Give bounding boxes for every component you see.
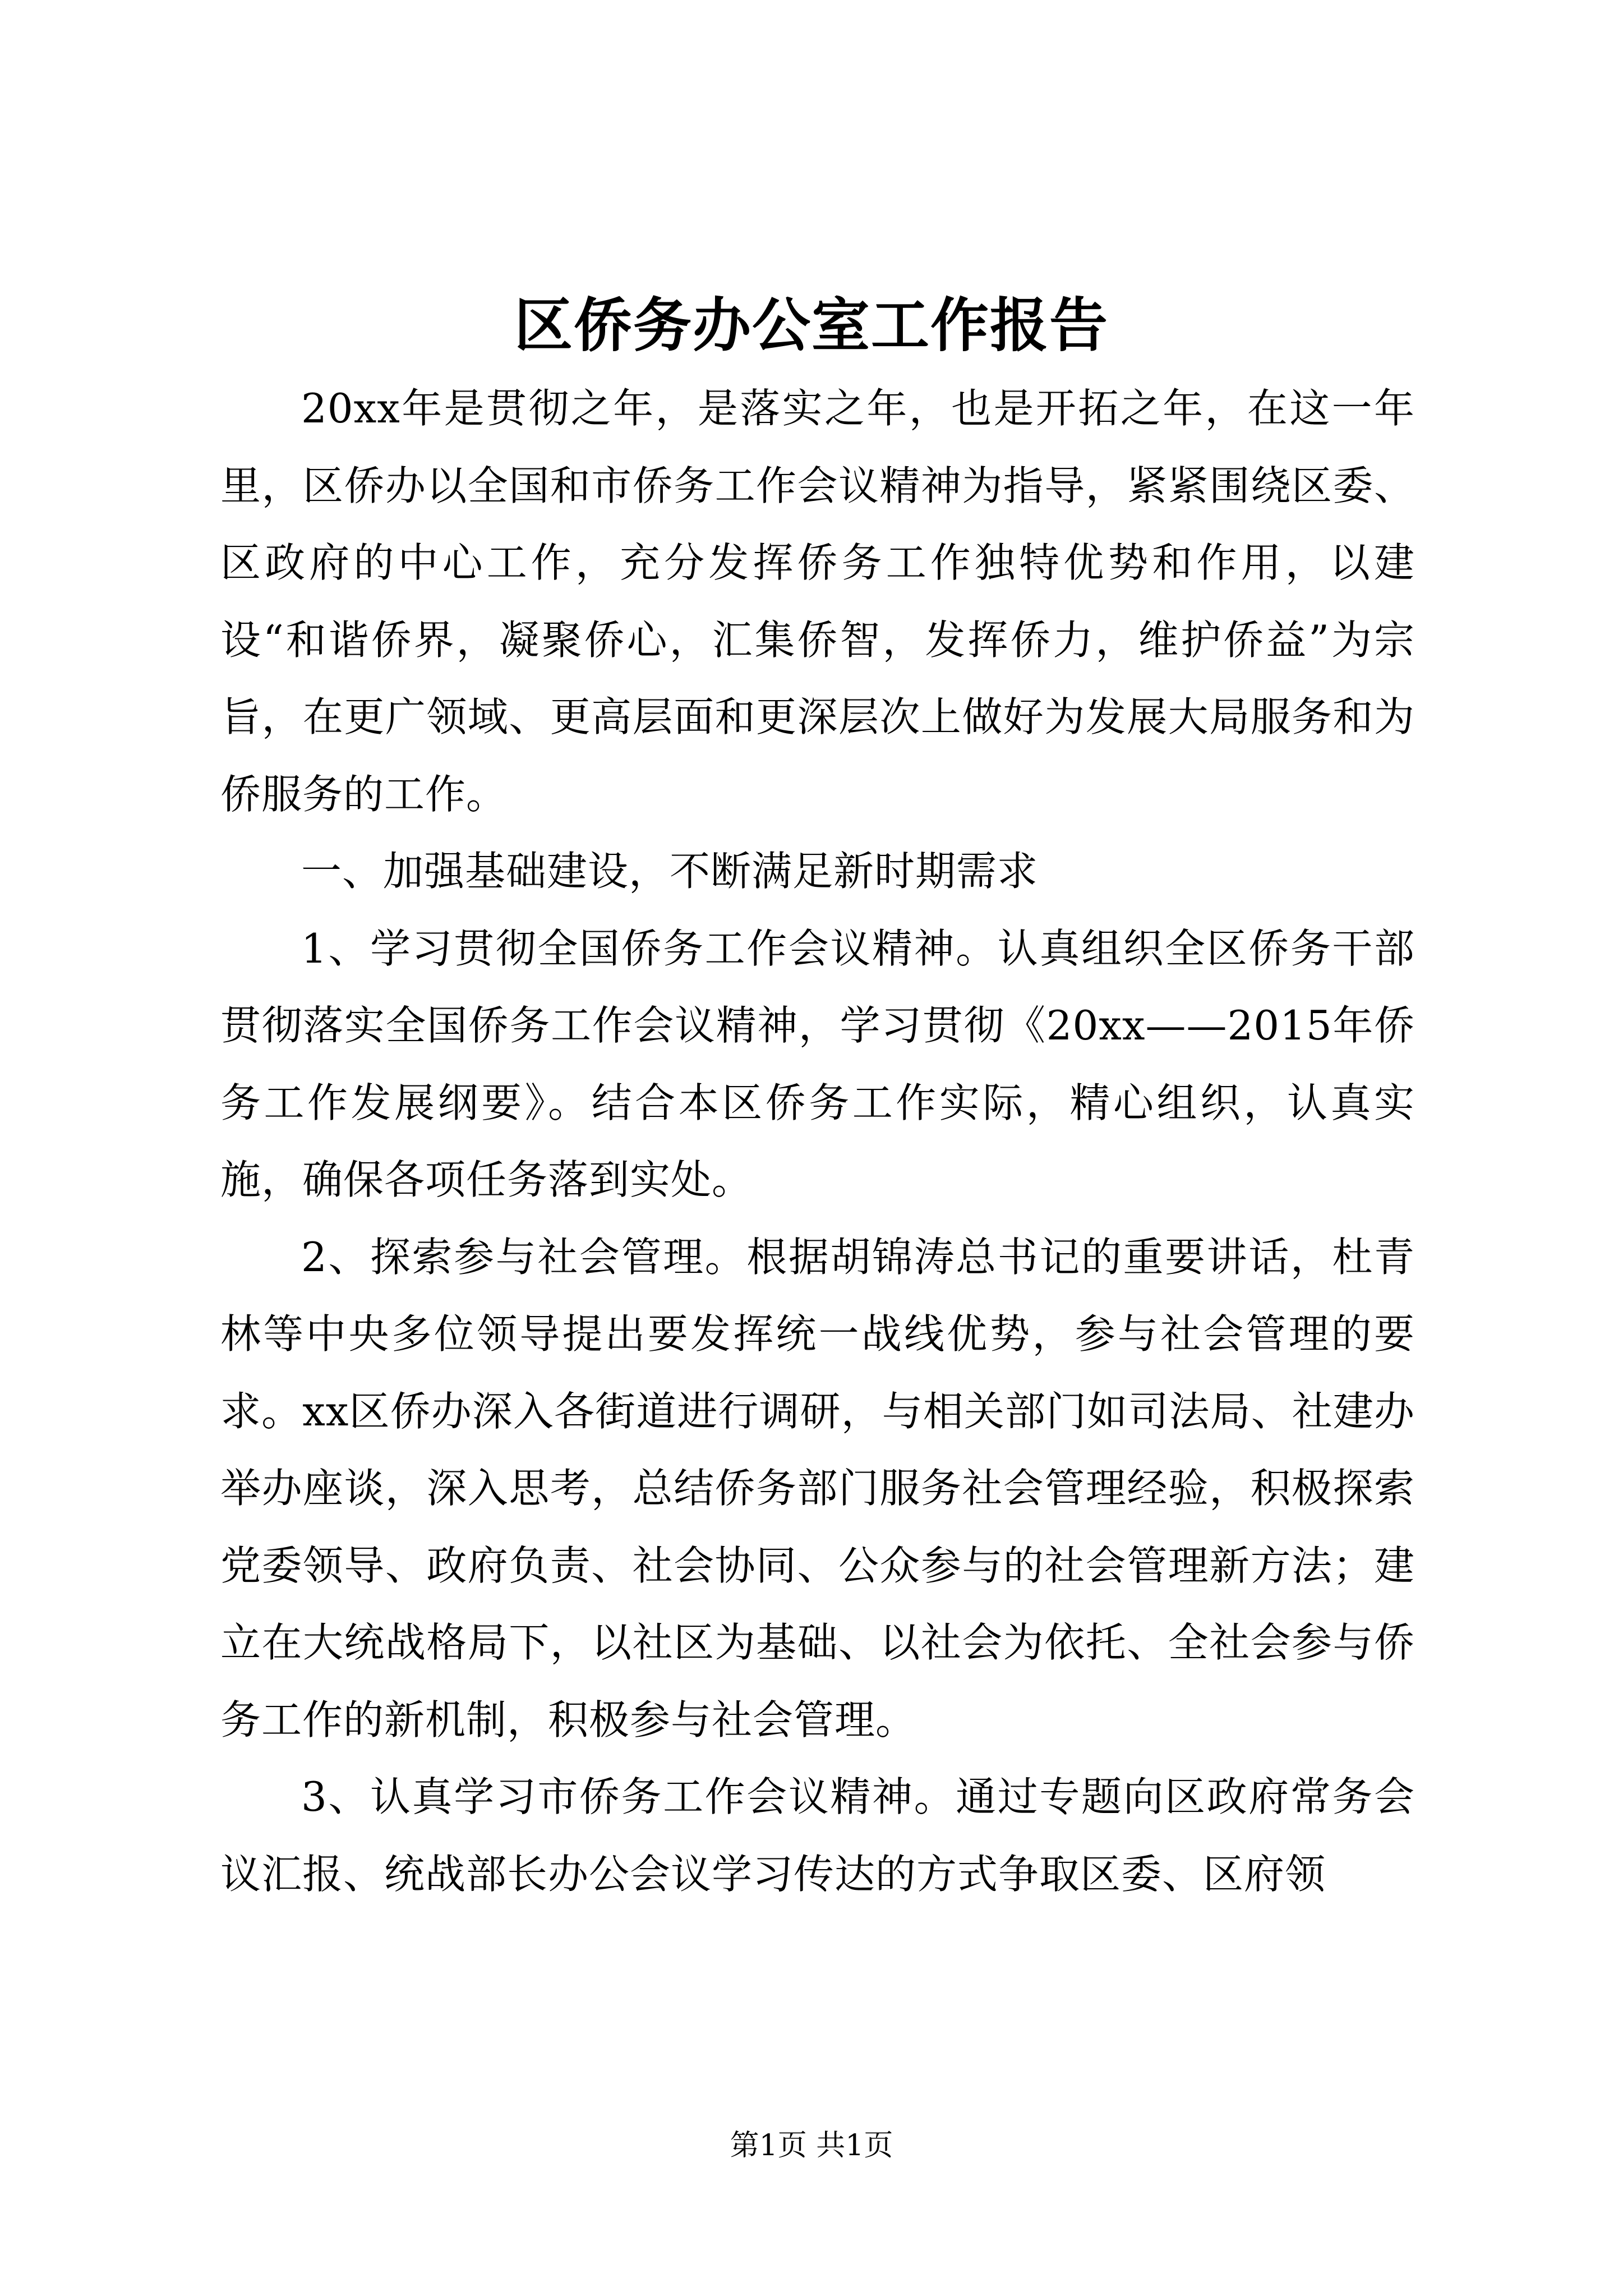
paragraph-intro: 20xx年是贯彻之年，是落实之年，也是开拓之年，在这一年里，区侨办以全国和市侨务工作会议精神为指导，紧紧围绕区委、区政府的中心工作，充分发挥侨务工作独特优势和作用，以建设“和谐侨界，凝聚侨心，汇集侨智，发挥侨力，维护侨益”为宗旨，在更广领域、更高层面和更深层次上做好为发展大局服务和为侨服务的工作。: [220, 385, 1415, 818]
paragraph-item-1: 1、学习贯彻全国侨务工作会议精神。认真组织全区侨务干部贯彻落实全国侨务工作会议精神，学习贯彻《20xx——2015年侨务工作发展纲要》。结合本区侨务工作实际，精心组织，认真实施，确保各项任务落到实处。: [220, 924, 1415, 1203]
document-title: 区侨务办公室工作报告: [514, 291, 1109, 360]
section-heading-1: 一、加强基础建设，不断满足新时期需求: [301, 848, 1039, 895]
paragraph-item-3: 3、认真学习市侨务工作会议精神。通过专题向区政府常务会议汇报、统战部长办公会议学习传达的方式争取区委、区府领: [220, 1773, 1415, 1898]
document-body: [220, 370, 1415, 1913]
page-footer: 第1页 共1页: [730, 2129, 893, 2162]
paragraph-item-2: 2、探索参与社会管理。根据胡锦涛总书记的重要讲话，杜青林等中央多位领导提出要发挥统一战线优势，参与社会管理的要求。xx区侨办深入各街道进行调研，与相关部门如司法局、社建办举办座谈，深入思考，总结侨务部门服务社会管理经验，积极探索党委领导、政府负责、社会协同、公众参与的社会管理新方法；建立在大统战格局下，以社区为基础、以社会为依托、全社会参与侨务工作的新机制，积极参与社会管理。: [220, 1233, 1415, 1743]
